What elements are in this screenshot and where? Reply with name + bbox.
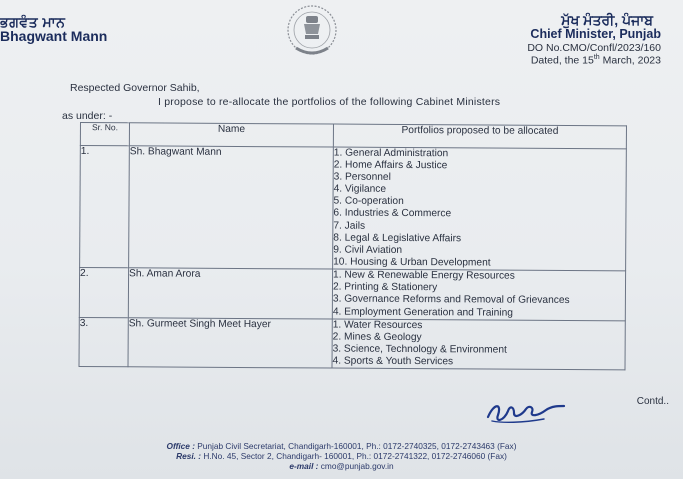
table-row: [80, 146, 627, 271]
letter-date: Dated, the 15th March, 2023: [530, 54, 661, 67]
portfolio-item: 3. Governance Reforms and Removal of Grievances: [332, 293, 570, 307]
portfolio-item: 4. Employment Generation and Training: [332, 306, 513, 319]
portfolio-item: 3. Science, Technology & Environment: [332, 343, 507, 356]
portfolio-item: 4. Sports & Youth Services: [332, 355, 454, 368]
state-emblem-icon: [282, 2, 342, 64]
continued-note: Contd..: [636, 396, 669, 407]
footer-residence: Resi. : H.No. 45, Sector 2, Chandigarh- 160001, Ph.: 0172-2741322, 0172-2746060 (Fax): [176, 451, 507, 461]
row-sr-no: 2.: [79, 267, 128, 317]
portfolio-item: 1. New & Renewable Energy Resources: [333, 269, 515, 282]
sender-name-punjabi: ਭਗਵੰਤ ਮਾਨ: [0, 14, 66, 30]
row-portfolios: [333, 147, 627, 271]
row-minister-name: Sh. Bhagwant Mann: [129, 146, 334, 269]
sender-name: Bhagwant Mann: [0, 28, 108, 44]
table-row: [79, 317, 625, 370]
footer-email: e-mail : cmo@punjab.gov.in: [289, 461, 394, 471]
row-minister-name: Sh. Gurmeet Singh Meet Hayer: [128, 317, 332, 368]
portfolio-item: 5. Co-operation: [333, 195, 404, 208]
header-portfolios: Portfolios proposed to be allocated: [333, 124, 626, 149]
portfolio-item: 1. General Administration: [333, 147, 449, 160]
row-sr-no: 1.: [80, 146, 130, 268]
header-name: Name: [129, 123, 333, 147]
portfolio-item: 8. Legal & Legislative Affairs: [333, 232, 462, 244]
portfolio-item: 2. Home Affairs & Justice: [333, 159, 448, 172]
intro-line-2: as under: -: [62, 110, 113, 122]
table-row: [79, 267, 625, 320]
intro-line-1: I propose to re-allocate the portfolios of the following Cabinet Ministers: [158, 96, 501, 108]
office-title: Chief Minister, Punjab: [530, 27, 661, 41]
portfolio-item: 9. Civil Aviation: [333, 244, 403, 256]
portfolio-item: 6. Industries & Commerce: [333, 208, 452, 220]
row-sr-no: 3.: [79, 317, 128, 367]
table-header-row: [80, 123, 626, 149]
office-title-punjabi: ਮੁੱਖ ਮੰਤਰੀ, ਪੰਜਾਬ: [561, 12, 653, 28]
row-portfolios: [332, 269, 625, 320]
signature: [478, 395, 568, 429]
header-sr-no: Sr. No.: [80, 123, 129, 146]
salutation: Respected Governor Sahib,: [70, 82, 200, 94]
footer-office: Office : Punjab Civil Secretariat, Chandigarh-160001, Ph.: 0172-2740325, 0172-2743463 (Fax): [166, 441, 517, 451]
portfolio-item: 1. Water Resources: [332, 319, 423, 331]
portfolio-item: 3. Personnel: [333, 171, 391, 184]
portfolio-item: 10. Housing & Urban Development: [333, 256, 491, 269]
row-minister-name: Sh. Aman Arora: [128, 268, 332, 319]
do-number: DO No.CMO/Confl/2023/160: [527, 42, 661, 54]
row-portfolios: [332, 319, 625, 370]
portfolio-item: 2. Mines & Geology: [332, 331, 422, 343]
portfolio-item: 4. Vigilance: [333, 183, 387, 196]
portfolio-table: [79, 122, 627, 370]
portfolio-item: 2. Printing & Stationery: [332, 281, 438, 294]
portfolio-item: 7. Jails: [333, 220, 366, 232]
